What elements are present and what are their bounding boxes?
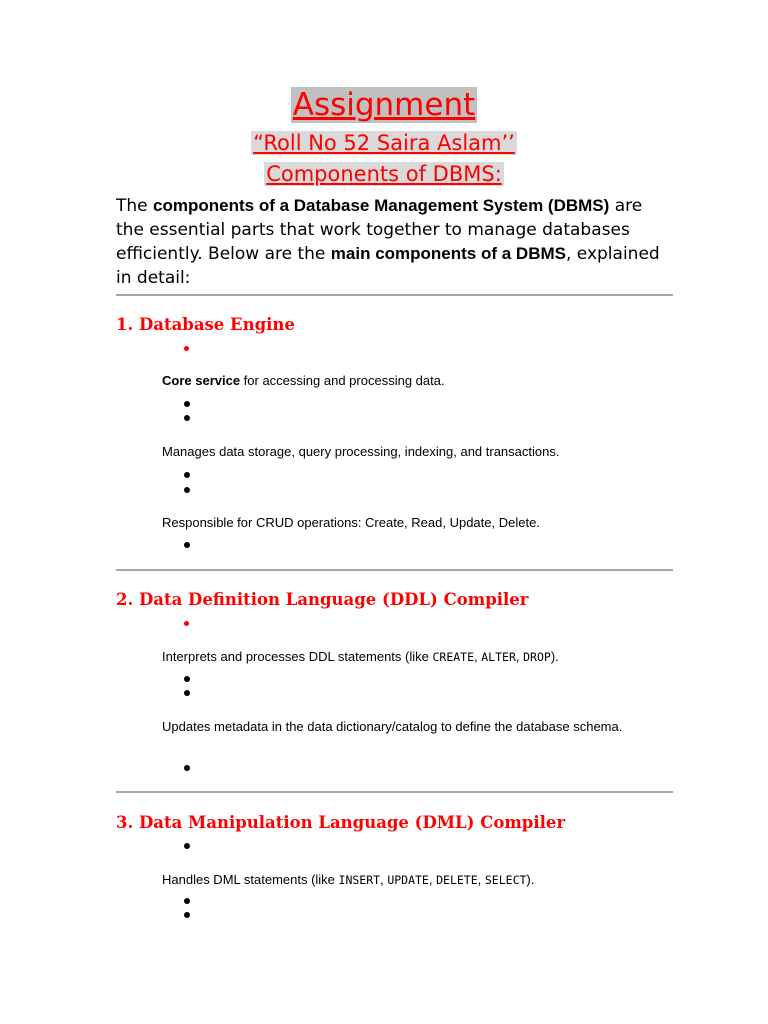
bullet-icon [184, 472, 190, 478]
separator: , [515, 649, 524, 664]
intro-paragraph [116, 194, 661, 290]
section-paragraph [162, 648, 632, 666]
intro-bold: main components of a DBMS [330, 244, 566, 263]
section-heading-dml-compiler: 3. Data Manipulation Language (DML) Compiler [116, 813, 566, 832]
subtitle-components-text: Components of DBMS: [266, 162, 502, 186]
horizontal-rule [116, 569, 673, 571]
code-keyword: DROP [523, 650, 551, 664]
subtitle-roll-no-text: “Roll No 52 Saira Aslam’’ [253, 131, 515, 155]
bullet-icon [184, 346, 189, 351]
section-paragraph: Updates metadata in the data dictionary/catalog to define the database schema. [162, 719, 623, 734]
section-paragraph [162, 372, 632, 390]
paragraph-text: ). [550, 649, 559, 664]
subtitle-roll-no [0, 130, 768, 156]
bold-text: Core service [162, 373, 241, 388]
paragraph-text: Handles DML statements (like [162, 872, 339, 887]
document-title [0, 88, 768, 122]
intro-text: are the essential parts that work together to manage databases efficiently. Below are the [116, 196, 643, 264]
bullet-icon [184, 912, 190, 918]
separator: , [380, 872, 388, 887]
code-keyword: UPDATE [387, 873, 429, 887]
bullet-icon [184, 621, 189, 626]
code-keyword: SELECT [484, 873, 527, 887]
bullet-icon [184, 898, 190, 904]
title-text: Assignment [292, 87, 476, 123]
separator: , [477, 872, 485, 887]
intro-text: The [116, 196, 154, 216]
bullet-icon [184, 843, 190, 849]
separator: , [428, 872, 437, 887]
bullet-icon [184, 415, 190, 421]
bullet-icon [184, 676, 190, 682]
code-keyword: DELETE [436, 873, 478, 887]
section-paragraph [162, 871, 632, 889]
bullet-icon [184, 542, 190, 548]
section-paragraph: Manages data storage, query processing, indexing, and transactions. [162, 444, 560, 459]
section-heading-ddl-compiler: 2. Data Definition Language (DDL) Compiler [116, 590, 529, 609]
paragraph-text: ). [526, 872, 535, 887]
paragraph-text: Interprets and processes DDL statements (like [162, 649, 433, 664]
subtitle-components [0, 161, 768, 187]
separator: , [474, 649, 482, 664]
code-keyword: CREATE [432, 650, 475, 664]
horizontal-rule [116, 791, 673, 793]
horizontal-rule [116, 294, 673, 296]
paragraph-text: for accessing and processing data. [240, 373, 445, 388]
bullet-icon [184, 487, 190, 493]
bullet-icon [184, 690, 190, 696]
bullet-icon [184, 765, 190, 771]
code-keyword: INSERT [338, 873, 381, 887]
code-keyword: ALTER [481, 650, 516, 664]
section-heading-database-engine: 1. Database Engine [116, 315, 295, 334]
intro-bold: components of a Database Management System (DBMS) [153, 196, 610, 215]
section-paragraph: Responsible for CRUD operations: Create, Read, Update, Delete. [162, 515, 540, 530]
bullet-icon [184, 401, 190, 407]
intro-text: , explained in detail: [116, 244, 660, 288]
